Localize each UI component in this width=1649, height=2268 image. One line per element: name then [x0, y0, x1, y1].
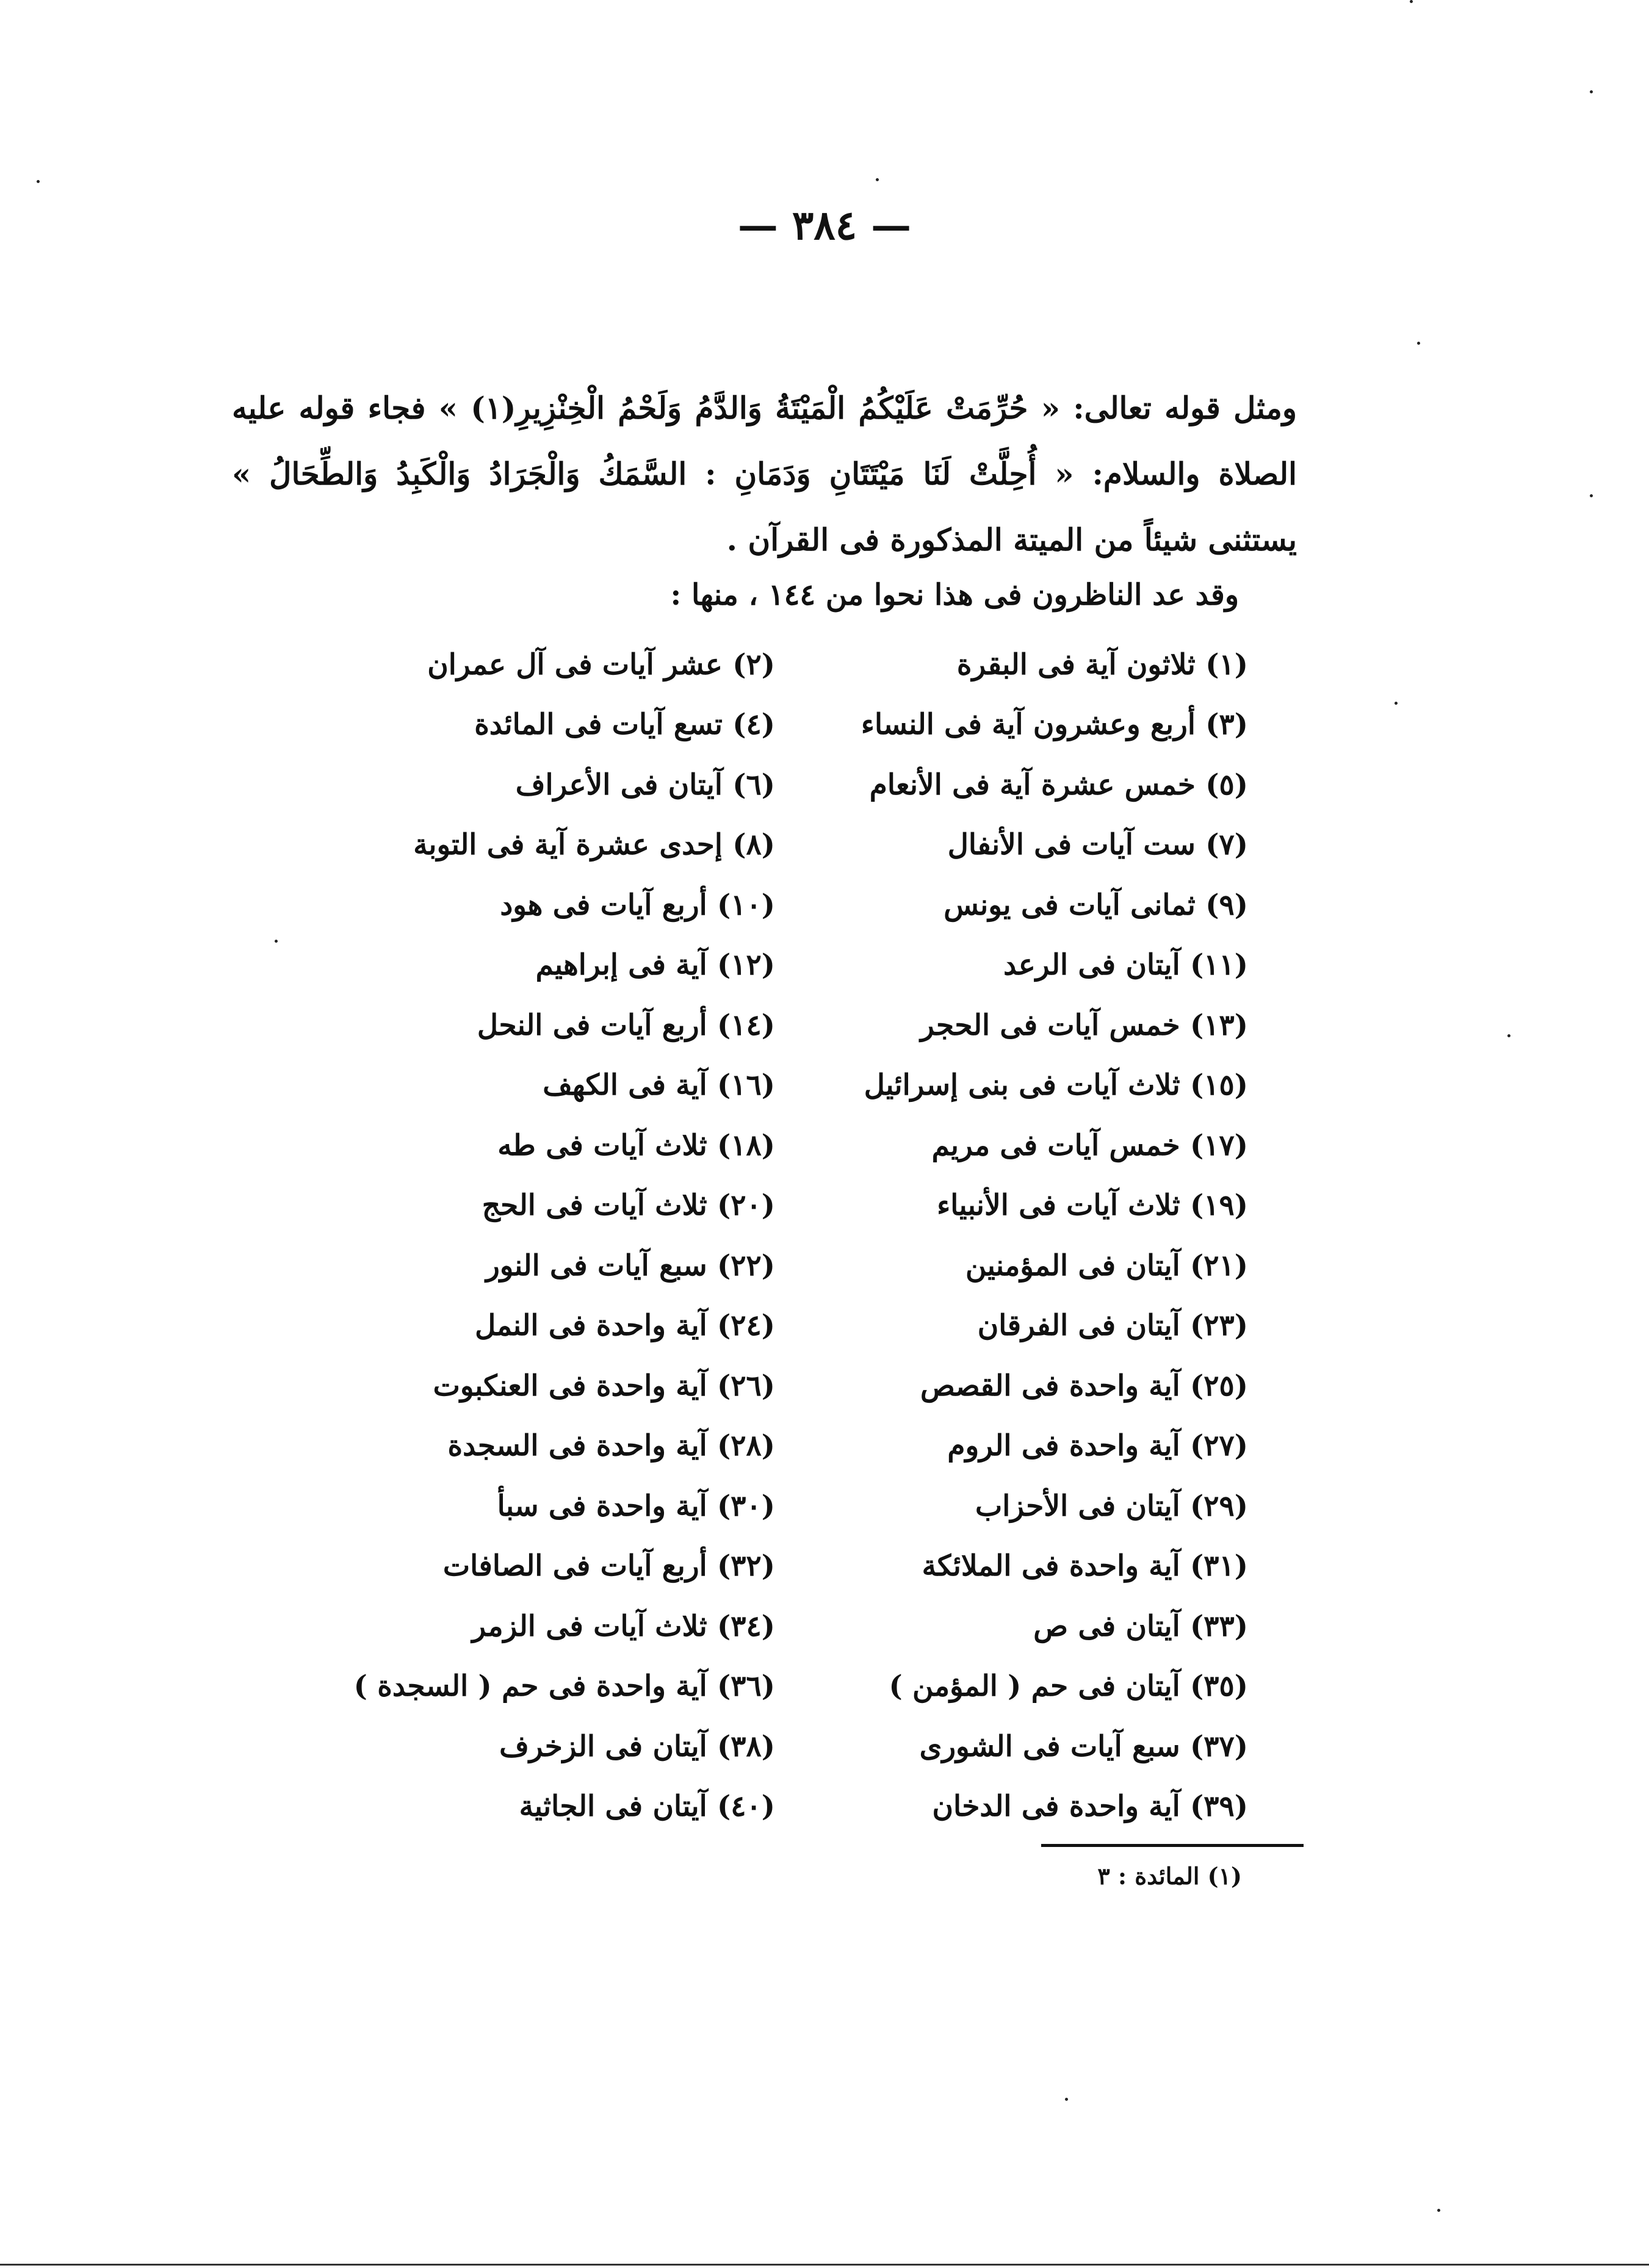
list-item: (٣٧) سبع آيات فى الشورى [919, 1729, 1248, 1763]
list-item: (١٦) آية فى الكهف [543, 1068, 775, 1103]
scan-speck [1437, 2209, 1440, 2212]
list-item: (٣٥) آيتان فى حم ( المؤمن ) [889, 1669, 1248, 1704]
list-item: (٤) تسع آيات فى المائدة [474, 708, 775, 742]
list-row [342, 1777, 1248, 1837]
list-item: (٢٢) سبع آيات فى النور [486, 1248, 775, 1283]
list-item: (١) ثلاثون آية فى البقرة [956, 647, 1248, 682]
list-row [342, 935, 1248, 996]
list-row [342, 695, 1248, 755]
list-row [342, 635, 1248, 695]
list-item: (٣٦) آية واحدة فى حم ( السجدة ) [353, 1669, 775, 1704]
surah-list [342, 635, 1248, 1855]
list-row [342, 1296, 1248, 1356]
footnote: (١) المائدة : ٣ [1097, 1862, 1242, 1890]
scan-speck [1590, 90, 1593, 93]
list-item: (٢١) آيتان فى المؤمنين [965, 1248, 1248, 1283]
list-item: (١٩) ثلاث آيات فى الأنبياء [937, 1189, 1248, 1223]
list-item: (٢٨) آية واحدة فى السجدة [447, 1429, 775, 1463]
scan-speck [1417, 342, 1420, 345]
list-row [342, 1176, 1248, 1236]
list-item: (٩) ثمانى آيات فى يونس [944, 888, 1248, 922]
list-item: (١٣) خمس آيات فى الحجر [920, 1008, 1248, 1042]
list-item: (١٤) أربع آيات فى النحل [477, 1008, 775, 1042]
list-item: (٣٣) آيتان فى ص [1033, 1609, 1248, 1643]
list-row [342, 1056, 1248, 1116]
list-row [342, 1356, 1248, 1416]
list-item: (١٠) أربع آيات فى هود [500, 888, 775, 922]
scan-speck [275, 940, 278, 943]
scan-speck [1395, 702, 1398, 705]
footnote-divider [1041, 1844, 1304, 1847]
list-item: (٢) عشر آيات فى آل عمران [427, 647, 775, 682]
list-item: (٣) أربع وعشرون آية فى النساء [861, 708, 1248, 742]
list-row [342, 1416, 1248, 1477]
list-row [342, 1476, 1248, 1536]
scan-speck [1590, 494, 1593, 497]
list-item: (٢٩) آيتان فى الأحزاب [975, 1489, 1248, 1523]
list-item: (٣٢) أربع آيات فى الصافات [442, 1549, 775, 1583]
list-item: (١٧) خمس آيات فى مريم [931, 1128, 1248, 1162]
list-row [342, 1716, 1248, 1777]
list-item: (٦) آيتان فى الأعراف [515, 768, 775, 802]
list-item: (١٢) آية فى إبراهيم [535, 948, 775, 982]
list-item: (٣٨) آيتان فى الزخرف [499, 1729, 775, 1763]
list-intro: وقد عد الناظرون فى هذا نحوا من ١٤٤ ، منها : [670, 578, 1239, 612]
page-number: — ٣٨٤ — [737, 201, 912, 249]
list-item: (٢٧) آية واحدة فى الروم [947, 1429, 1248, 1463]
scan-speck [1065, 2098, 1068, 2101]
list-row [342, 1115, 1248, 1176]
list-item: (٧) ست آيات فى الأنفال [947, 828, 1248, 862]
scan-speck [876, 178, 879, 181]
list-row [342, 755, 1248, 815]
scan-speck [37, 180, 40, 183]
list-item: (٢٥) آية واحدة فى القصص [920, 1369, 1248, 1403]
list-row [342, 1236, 1248, 1296]
body-paragraph: ومثل قوله تعالى: « حُرِّمَتْ عَلَيْكُمُ الْمَيْتَةُ وَالدَّمُ وَلَحْمُ الْخِنْزِيرِ(١) » فجاء قوله عليه الصلاة والسلام: « أُحِلَّتْ لَنَا مَيْتَتَانِ وَدَمَانِ : السَّمَكُ وَالْجَرَادُ وَالْكَبِدُ وَالطِّحَالُ » يستثنى شيئاً من الميتة المذكورة فى القرآن . [232, 390, 1297, 558]
list-item: (٥) خمس عشرة آية فى الأنعام [869, 768, 1248, 802]
list-item: (١١) آيتان فى الرعد [1003, 948, 1248, 982]
list-item: (١٥) ثلاث آيات فى بنى إسرائيل [864, 1068, 1248, 1103]
list-row [342, 815, 1248, 876]
list-item: (٣١) آية واحدة فى الملائكة [922, 1549, 1248, 1583]
list-row [342, 1536, 1248, 1597]
list-item: (٢٦) آية واحدة فى العنكبوت [433, 1369, 775, 1403]
list-item: (٢٣) آيتان فى الفرقان [977, 1309, 1248, 1343]
list-item: (٨) إحدى عشرة آية فى التوبة [413, 828, 775, 862]
list-item: (٤٠) آيتان فى الجاثية [519, 1790, 775, 1824]
scan-border [0, 2264, 1649, 2266]
list-row [342, 875, 1248, 935]
list-item: (١٨) ثلاث آيات فى طه [497, 1128, 775, 1162]
list-item: (٢٠) ثلاث آيات فى الحج [482, 1189, 775, 1223]
list-row [342, 1596, 1248, 1657]
list-row [342, 995, 1248, 1056]
scan-speck [1507, 1034, 1510, 1037]
list-item: (٣٩) آية واحدة فى الدخان [932, 1790, 1248, 1824]
list-item: (٣٠) آية واحدة فى سبأ [497, 1489, 775, 1523]
list-item: (٣٤) ثلاث آيات فى الزمر [472, 1609, 775, 1643]
scan-speck [1410, 0, 1413, 3]
list-row [342, 1657, 1248, 1717]
list-item: (٢٤) آية واحدة فى النمل [475, 1309, 775, 1343]
